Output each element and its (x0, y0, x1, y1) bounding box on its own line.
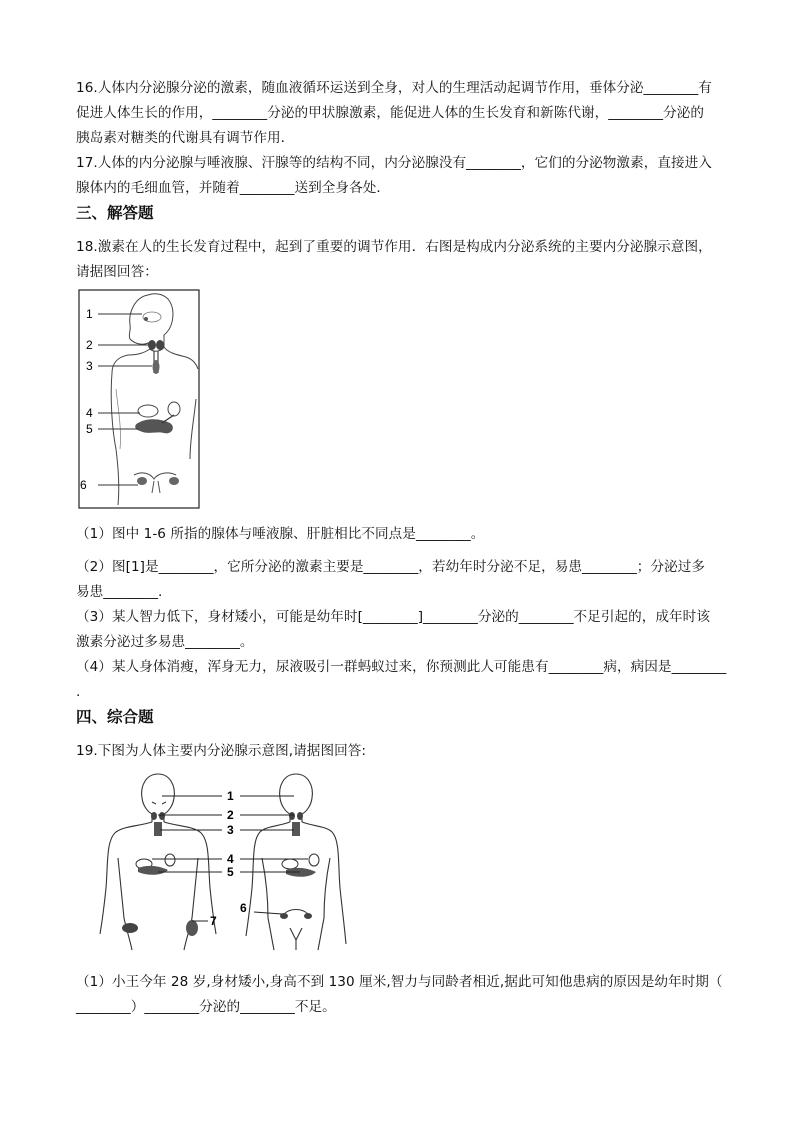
q18-sub-2-line-1: （2）图[1]是________，它所分泌的激素主要是________，若幼年时分泌不足，易患________；分泌过多 (76, 559, 706, 575)
q18-sub-3-line-2: 激素分泌过多易患________。 (76, 634, 254, 650)
q18-figure-label-2: 2 (86, 338, 93, 352)
q19-figure-label-3: 3 (227, 823, 234, 837)
q16-line-1: 16.人体内分泌腺分泌的激素，随血液循环运送到全身，对人的生理活动起调节作用，垂体分泌________有 (76, 80, 712, 96)
q18-intro-line-1: 18.激素在人的生长发育过程中，起到了重要的调节作用．右图是构成内分泌系统的主要内分泌腺示意图， (76, 239, 712, 255)
q18-intro-line-2: 请据图回答： (76, 264, 158, 280)
q19-sub-1-line-2: ________）________分泌的________不足。 (76, 999, 336, 1015)
q18-sub-1: （1）图中 1-6 所指的腺体与唾液腺、肝脏相比不同点是________。 (76, 526, 485, 542)
section-4-heading: 四、综合题 (76, 708, 154, 726)
q18-figure-label-3: 3 (86, 359, 93, 373)
q17-line-2: 腺体内的毛细血管，并随着________送到全身各处． (76, 180, 391, 196)
q18-sub-4-line-2: . (76, 684, 81, 700)
q18-sub-4-line-1: （4）某人身体消瘦，浑身无力，尿液吸引一群蚂蚁过来，你预测此人可能患有________病，病因是________ (76, 659, 727, 675)
q19-figure-label-2: 2 (227, 808, 234, 822)
section-3-heading: 三、解答题 (76, 204, 154, 222)
q19-figure-label-5: 5 (227, 865, 234, 879)
q19-sub-1-line-1: （1）小王今年 28 岁,身材矮小,身高不到 130 厘米,智力与同龄者相近,据此可知他患病的原因是幼年时期（ (76, 974, 723, 990)
q17-line-1: 17.人体的内分泌腺与唾液腺、汗腺等的结构不同，内分泌腺没有________，它们的分泌物激素，直接进入 (76, 155, 712, 171)
q19-figure-label-4: 4 (227, 852, 234, 866)
q18-figure-label-5: 5 (86, 422, 93, 436)
q16-line-3: 胰岛素对糖类的代谢具有调节作用． (76, 130, 295, 146)
q19-figure-label-1: 1 (227, 789, 234, 803)
q19-endocrine-figure (96, 768, 352, 952)
q16-line-2: 促进人体生长的作用，________分泌的甲状腺激素，能促进人体的生长发育和新陈代谢，________分泌的 (76, 105, 705, 121)
q18-sub-2-line-2: 易患________. (76, 584, 163, 600)
q18-sub-3-line-1: （3）某人智力低下，身材矮小，可能是幼年时[________]________分泌的________不足引起的，成年时该 (76, 609, 710, 625)
q18-figure-label-6: 6 (80, 478, 87, 492)
q18-figure-label-4: 4 (86, 406, 93, 420)
q19-figure-label-7: 7 (210, 914, 217, 928)
q18-figure-label-1: 1 (86, 307, 93, 321)
q19-intro: 19.下图为人体主要内分泌腺示意图,请据图回答: (76, 743, 366, 759)
q19-figure-label-6: 6 (240, 901, 247, 915)
q18-endocrine-figure (78, 289, 200, 509)
